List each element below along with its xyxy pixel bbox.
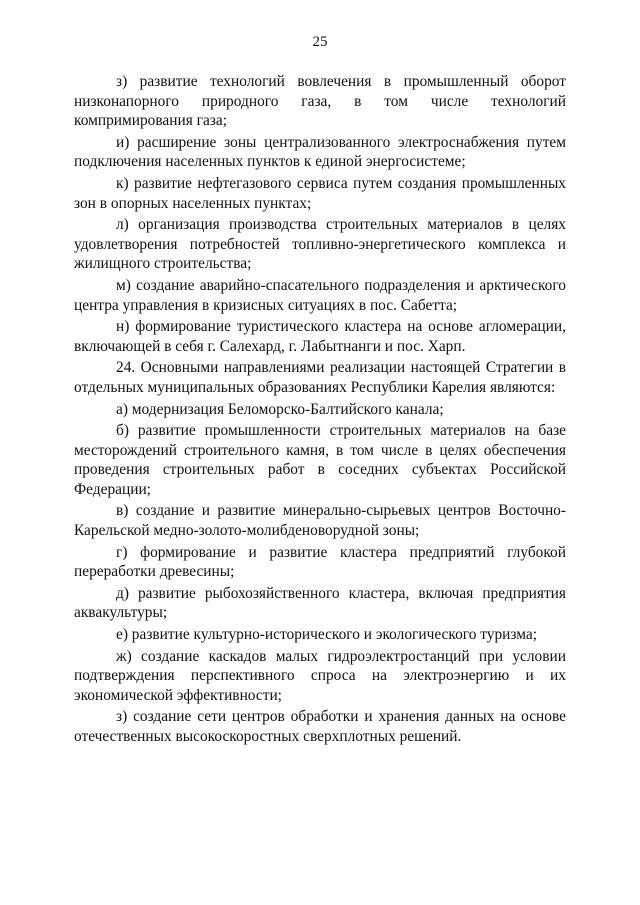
paragraph-z2: з) создание сети центров обработки и хранения данных на основе отечественных высокоскоростных сверхплотных решений. bbox=[74, 708, 566, 745]
paragraph-m: м) создание аварийно-спасательного подразделения и арктического центра управления в кризисных ситуациях в пос. Сабетта; bbox=[74, 276, 566, 314]
paragraph-b: б) развитие промышленности строительных материалов на базе месторождений строительного камня, в том числе в целях обеспечения проведения строительных работ в соседних субъектах Российской Федерации; bbox=[74, 422, 566, 498]
page-number: 25 bbox=[312, 34, 328, 50]
paragraph-z: з) развитие технологий вовлечения в промышленный оборот низконапорного природного газа, в том числе технологий компримирования газа; bbox=[74, 73, 566, 130]
paragraph-e: е) развитие культурно-исторического и экологического туризма; bbox=[116, 626, 537, 644]
paragraph-24: 24. Основными направлениями реализации настоящей Стратегии в отдельных муниципальных образованиях Республики Карелия являются: bbox=[74, 359, 566, 396]
paragraph-l: л) организация производства строительных материалов в целях удовлетворения потребностей топливно-энергетического комплекса и жилищного строительства; bbox=[74, 216, 566, 273]
document-body bbox=[74, 72, 566, 749]
paragraph-n: н) формирование туристического кластера на основе агломерации, включающей в себя г. Салехард, г. Лабытнанги и пос. Харп. bbox=[74, 318, 566, 355]
paragraph-k: к) развитие нефтегазового сервиса путем создания промышленных зон в опорных населенных пунктах; bbox=[74, 174, 566, 212]
paragraph-a: а) модернизация Беломорско-Балтийского канала; bbox=[116, 400, 444, 418]
paragraph-d: д) развитие рыбохозяйственного кластера, включая предприятия аквакультуры; bbox=[74, 584, 566, 622]
paragraph-g: г) формирование и развитие кластера предприятий глубокой переработки древесины; bbox=[74, 543, 566, 581]
paragraph-zh: ж) создание каскадов малых гидроэлектростанций при условии подтверждения перспективного спроса на электроэнергию и их экономической эффективности; bbox=[74, 647, 566, 704]
paragraph-i: и) расширение зоны централизованного электроснабжения путем подключения населенных пунктов к единой энергосистеме; bbox=[74, 133, 566, 171]
paragraph-v: в) создание и развитие минерально-сырьевых центров Восточно-Карельской медно-золото-молибденоворудной зоны; bbox=[74, 502, 566, 540]
